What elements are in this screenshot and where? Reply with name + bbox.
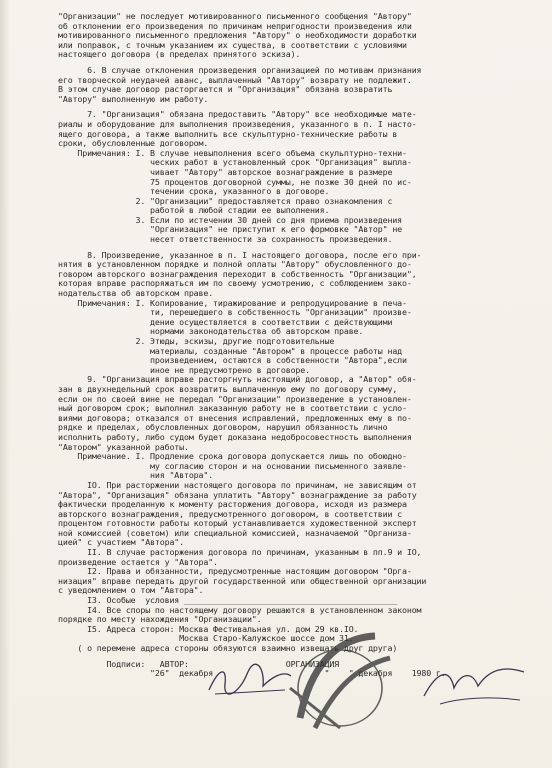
text-line: его творческой неудачей аванс, выплаченный "Автору" возврату не подлежит.	[58, 74, 412, 85]
text-line: "Автором" указанной работы.	[58, 441, 189, 452]
text-line: Подписи: АВТОР: ОРГАНИЗАЦИЯ	[58, 658, 340, 669]
text-line: II. В случае расторжения договора по причинам, указанным в пп.9 и IO,	[58, 547, 422, 558]
text-line: ти, перешедшего в собственность "Организации" произве-	[58, 307, 412, 318]
text-line: 2. "Организации" предоставляется право ознакомления с	[58, 195, 393, 206]
text-line: Москва Старо-Калужское шоссе дом 31.	[58, 633, 354, 644]
text-line: произведение остается у "Автора".	[58, 556, 218, 567]
text-line: исполнить работу, либо судом будет доказана недобросовестность выполнения	[58, 431, 412, 442]
text-line: работой в любой стадии ее выполнения.	[58, 205, 330, 216]
text-line: материалы, созданные "Автором" в процессе работы над	[58, 345, 403, 356]
text-line: течении срока, указанного в договоре.	[58, 186, 330, 197]
text-line: ной комиссией (советом) или специальной комиссией, назначаемой "Организа-	[58, 527, 412, 538]
text-line: 7. "Организация" обязана предоставить "Автору" все необходимые мате-	[58, 109, 417, 120]
text-line: чивает "Автору" авторское вознаграждение в размере	[58, 166, 393, 177]
text-line: дение осуществляется в соответствии с действующими	[58, 316, 393, 327]
text-line: "Автора", "Организация" обязана уплатить "Автору" вознаграждение за работу	[58, 489, 417, 500]
text-line: говором авторского вознаграждения переходит в собственность "Организации",	[58, 268, 417, 279]
text-line: 2. Этюды, эскизы, другие подготовительные	[58, 336, 335, 346]
text-line: 6. В случае отклонения произведения организацией по мотивам признания	[58, 64, 422, 75]
text-line: му согласию сторон и на основании письменного заявле-	[58, 460, 407, 471]
text-line: порядке по месту нахождения "Организации".	[58, 614, 262, 625]
organization-stamp	[280, 628, 400, 738]
text-line: Примечания: I. В случае невыполнения всего объема скульптурно-техни-	[58, 147, 407, 158]
text-line: иное не предусмотрено в договоре.	[58, 364, 310, 375]
text-line: нормами законодательства об авторском праве.	[58, 326, 364, 337]
text-line: нятия в установленном порядке и полной оплаты "Автору" обусловленного до-	[58, 259, 412, 270]
organization-signature	[420, 660, 530, 710]
text-line: Примечания: I. Копирование, тиражирование и репродуцирование в печа-	[58, 297, 407, 308]
text-line: "Организации" не последует мотивированного письменного сообщения "Автору"	[58, 11, 412, 21]
text-line: которая вправе распоряжаться им по своему усмотрению, с соблюдением зако-	[58, 278, 412, 289]
text-line: цией" с участием "Автора".	[58, 537, 184, 548]
text-line: авторского вознаграждения, предусмотренного договором, в соответствии с	[58, 508, 403, 519]
text-line: или поправок, с точным указанием их существа, в соответствии с условиями	[58, 39, 407, 50]
text-line: IO. При расторжении настоящего договора по причинам, не зависящим от	[58, 479, 417, 490]
text-line: ческих работ в установленный срок "Организация" выпла-	[58, 157, 412, 168]
text-line: рядке и пределах, обусловленных договором, нарушил обязанность лично	[58, 422, 388, 433]
text-line: 9. "Организация вправе расторгнуть настоящий договор, а "Автор" обя-	[58, 374, 417, 385]
text-line: ния "Автора".	[58, 470, 214, 481]
text-line: I4. Все споры по настоящему договору решаются в установленном законом	[58, 604, 422, 615]
text-line: Примечание. I. Продление срока договора допускается лишь по обоюдно-	[58, 451, 407, 462]
contract-text	[58, 12, 534, 679]
text-line: 8. Произведение, указанное в п. I настоящего договора, после его при-	[58, 249, 422, 260]
text-line: ( о перемене адреса стороны обязуются взаимно извещать друг друга)	[58, 643, 398, 653]
text-line: ящего договора, а также выполнить все скульптурно-технические работы в	[58, 128, 398, 139]
text-line: виями договора; отказался от внесения исправлений, предложенных ему в по-	[58, 412, 412, 423]
text-line: процентом готовности работы который устанавливается художественной эксперт	[58, 518, 417, 529]
text-line: несет ответственности за сохранность произведения.	[58, 234, 393, 245]
text-line: В этом случае договор расторгается и "Организация" обязана возвратить	[58, 84, 393, 95]
text-line: "26" декабря " " декабря 1980 г.	[58, 668, 446, 679]
text-line: 3. Если по истечении 30 дней со дня приема произведения	[58, 214, 403, 225]
text-line: ный договором срок; выполнил заказанную работу не в соответствии с усло-	[58, 403, 407, 414]
text-line: I2. Права и обязанности, предусмотренные настоящим договором "Орга-	[58, 566, 412, 577]
text-line: сроки, обусловленные договором.	[58, 138, 209, 149]
text-line: настоящего договора (в пределах принятого эскиза).	[58, 49, 301, 60]
text-line: 75 процентов договорной суммы, не позже 30 дней по ис-	[58, 176, 412, 187]
text-line: мотивированного письменного предложения "Автору" о необходимости доработки	[58, 30, 417, 41]
text-line: низация" вправе передать другой государственной или общественной организации	[58, 575, 427, 586]
text-line: зан в двухнедельный срок возвратить выплаченную ему по договору сумму,	[58, 383, 398, 394]
text-line: I5. Адреса сторон: Москва Фестивальная ул. дом 29 кв.IO.	[58, 623, 359, 634]
text-line: фактически проделанную к моменту расторжения договора, исходя из размера	[58, 499, 407, 510]
text-line: I3. Особые условия ____________________________________________	[58, 595, 398, 606]
text-line: если он по своей вине не передал "Организации" произведение в установлен-	[58, 393, 412, 404]
text-line: нодательства об авторском праве.	[58, 288, 214, 299]
text-line: произведением, остаются в собственности "Автора",если	[58, 355, 407, 366]
text-line: с уведомлением о том "Автора".	[58, 585, 204, 596]
text-line: риалы и оборудование для выполнения произведения, указанного в п. I насто-	[58, 118, 417, 129]
text-line: об отклонении его произведения по причинам непригодности произведения или	[58, 20, 412, 31]
text-line: "Автору" выполненную им работу.	[58, 93, 209, 104]
text-line: "Организация" не приступит к его формовке "Автор" не	[58, 224, 403, 235]
page-edge-shadow	[0, 0, 10, 768]
